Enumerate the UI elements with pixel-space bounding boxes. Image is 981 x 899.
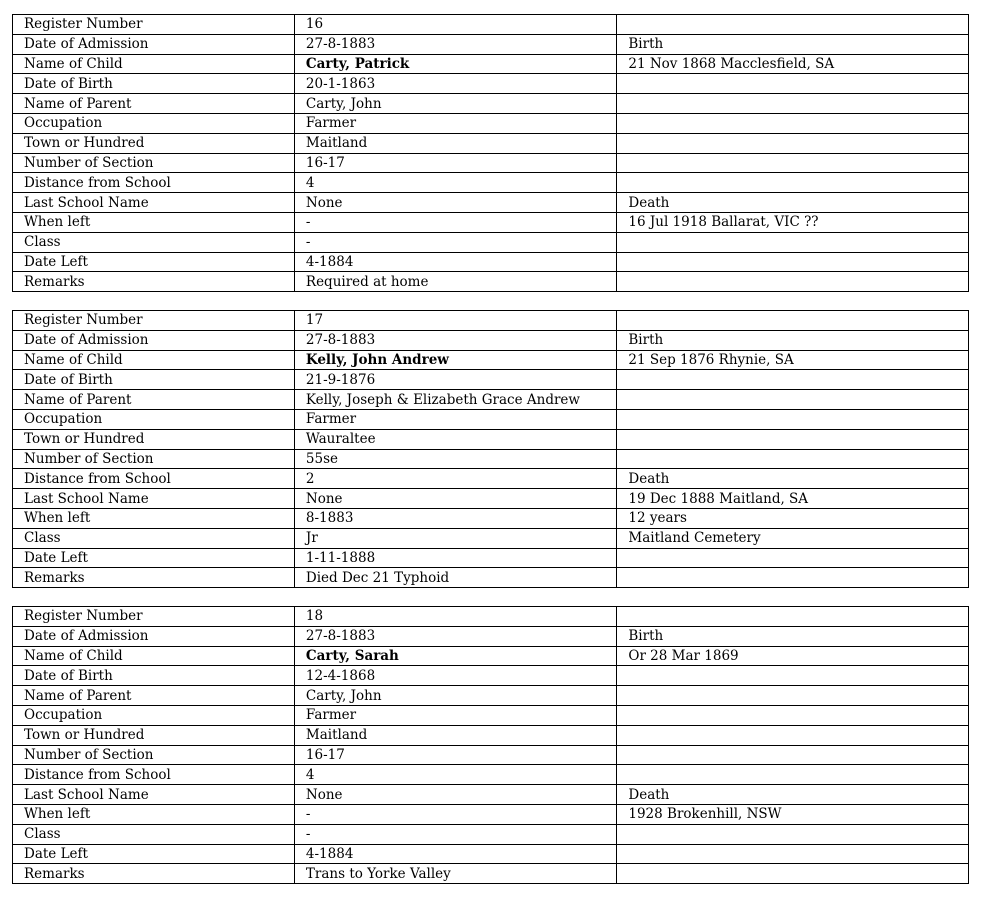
field-label: Name of Child (13, 646, 295, 666)
field-note (617, 390, 969, 410)
record-row (13, 94, 969, 114)
field-note (617, 725, 969, 745)
field-note (617, 666, 969, 686)
record-row (13, 15, 969, 35)
register-record-1 (12, 14, 969, 292)
field-label: Number of Section (13, 153, 295, 173)
register-record-3 (12, 606, 969, 884)
field-note (617, 232, 969, 252)
record-row (13, 864, 969, 884)
field-value: Maitland (294, 725, 616, 745)
field-note (617, 311, 969, 331)
field-note (617, 94, 969, 114)
field-note: 12 years (617, 508, 969, 528)
field-value: 8-1883 (294, 508, 616, 528)
field-value: - (294, 824, 616, 844)
field-value: 27-8-1883 (294, 330, 616, 350)
record-row (13, 232, 969, 252)
record-row (13, 252, 969, 272)
record-row (13, 646, 969, 666)
field-note (617, 568, 969, 588)
field-label: Remarks (13, 272, 295, 292)
field-note: 19 Dec 1888 Maitland, SA (617, 489, 969, 509)
field-note (617, 272, 969, 292)
field-value: 18 (294, 607, 616, 627)
field-value: 4 (294, 765, 616, 785)
field-note (617, 449, 969, 469)
field-label: Date of Admission (13, 34, 295, 54)
field-label: Last School Name (13, 193, 295, 213)
field-note (617, 705, 969, 725)
record-row (13, 765, 969, 785)
field-note: 21 Sep 1876 Rhynie, SA (617, 350, 969, 370)
record-row (13, 113, 969, 133)
field-label: Distance from School (13, 765, 295, 785)
field-label: Town or Hundred (13, 133, 295, 153)
record-row (13, 429, 969, 449)
field-note (617, 173, 969, 193)
field-note (617, 409, 969, 429)
field-value: 16-17 (294, 745, 616, 765)
field-note: 16 Jul 1918 Ballarat, VIC ?? (617, 212, 969, 232)
field-note (617, 153, 969, 173)
record-row (13, 469, 969, 489)
field-note: Death (617, 193, 969, 213)
register-record-2 (12, 310, 969, 588)
field-value: Farmer (294, 409, 616, 429)
record-row (13, 311, 969, 331)
field-label: Name of Parent (13, 390, 295, 410)
field-value: 16-17 (294, 153, 616, 173)
record-row (13, 350, 969, 370)
field-label: Occupation (13, 409, 295, 429)
field-label: Last School Name (13, 489, 295, 509)
field-label: Date of Admission (13, 330, 295, 350)
field-note (617, 429, 969, 449)
field-note (617, 745, 969, 765)
field-value: 16 (294, 15, 616, 35)
field-label: When left (13, 508, 295, 528)
field-value: Carty, John (294, 686, 616, 706)
field-note: Death (617, 785, 969, 805)
field-note (617, 824, 969, 844)
field-label: Name of Child (13, 350, 295, 370)
field-label: Name of Parent (13, 94, 295, 114)
record-row (13, 409, 969, 429)
field-value: Carty, John (294, 94, 616, 114)
field-label: Remarks (13, 864, 295, 884)
field-note (617, 74, 969, 94)
field-label: Date of Birth (13, 370, 295, 390)
field-label: Class (13, 824, 295, 844)
field-value: - (294, 212, 616, 232)
record-row (13, 489, 969, 509)
record-row (13, 607, 969, 627)
field-note: Death (617, 469, 969, 489)
record-row (13, 330, 969, 350)
record-row (13, 844, 969, 864)
record-row (13, 74, 969, 94)
field-label: Date Left (13, 252, 295, 272)
field-label: Remarks (13, 568, 295, 588)
field-label: Date of Birth (13, 666, 295, 686)
record-row (13, 548, 969, 568)
field-label: Number of Section (13, 449, 295, 469)
field-label: Occupation (13, 113, 295, 133)
field-value: 27-8-1883 (294, 626, 616, 646)
record-row (13, 153, 969, 173)
field-label: Number of Section (13, 745, 295, 765)
field-label: Distance from School (13, 469, 295, 489)
record-row (13, 528, 969, 548)
field-label: When left (13, 212, 295, 232)
field-value: - (294, 232, 616, 252)
field-label: Class (13, 232, 295, 252)
record-row (13, 508, 969, 528)
field-value: Carty, Patrick (294, 54, 616, 74)
field-note (617, 113, 969, 133)
field-note (617, 370, 969, 390)
field-value: Maitland (294, 133, 616, 153)
field-note: Birth (617, 34, 969, 54)
field-note (617, 133, 969, 153)
record-row (13, 745, 969, 765)
field-note: 1928 Brokenhill, NSW (617, 804, 969, 824)
record-row (13, 725, 969, 745)
record-row (13, 133, 969, 153)
field-value: Died Dec 21 Typhoid (294, 568, 616, 588)
field-note: Or 28 Mar 1869 (617, 646, 969, 666)
field-value: Kelly, Joseph & Elizabeth Grace Andrew (294, 390, 616, 410)
record-row (13, 824, 969, 844)
field-value: 2 (294, 469, 616, 489)
field-value: Required at home (294, 272, 616, 292)
field-label: When left (13, 804, 295, 824)
record-row (13, 390, 969, 410)
field-value: 21-9-1876 (294, 370, 616, 390)
field-value: 4-1884 (294, 252, 616, 272)
field-note (617, 844, 969, 864)
field-label: Date of Birth (13, 74, 295, 94)
field-label: Register Number (13, 607, 295, 627)
field-value: Trans to Yorke Valley (294, 864, 616, 884)
record-row (13, 804, 969, 824)
field-note (617, 686, 969, 706)
record-row (13, 686, 969, 706)
field-label: Date of Admission (13, 626, 295, 646)
field-value: None (294, 193, 616, 213)
field-value: 20-1-1863 (294, 74, 616, 94)
field-label: Town or Hundred (13, 429, 295, 449)
field-value: Wauraltee (294, 429, 616, 449)
field-label: Class (13, 528, 295, 548)
field-value: - (294, 804, 616, 824)
record-row (13, 449, 969, 469)
field-note: Maitland Cemetery (617, 528, 969, 548)
field-value: 27-8-1883 (294, 34, 616, 54)
field-value: Farmer (294, 113, 616, 133)
record-row (13, 666, 969, 686)
field-note (617, 765, 969, 785)
field-label: Date Left (13, 548, 295, 568)
record-row (13, 173, 969, 193)
field-value: Carty, Sarah (294, 646, 616, 666)
field-note (617, 548, 969, 568)
field-note: 21 Nov 1868 Macclesfield, SA (617, 54, 969, 74)
field-label: Name of Parent (13, 686, 295, 706)
field-note (617, 252, 969, 272)
field-value: 4-1884 (294, 844, 616, 864)
record-row (13, 626, 969, 646)
field-value: Jr (294, 528, 616, 548)
field-label: Date Left (13, 844, 295, 864)
field-note (617, 607, 969, 627)
record-row (13, 34, 969, 54)
record-row (13, 193, 969, 213)
field-value: None (294, 785, 616, 805)
field-label: Register Number (13, 311, 295, 331)
field-note: Birth (617, 626, 969, 646)
record-row (13, 568, 969, 588)
field-value: Farmer (294, 705, 616, 725)
field-value: 55se (294, 449, 616, 469)
field-label: Name of Child (13, 54, 295, 74)
field-label: Register Number (13, 15, 295, 35)
record-row (13, 54, 969, 74)
field-note: Birth (617, 330, 969, 350)
field-value: 17 (294, 311, 616, 331)
field-label: Distance from School (13, 173, 295, 193)
field-label: Town or Hundred (13, 725, 295, 745)
record-row (13, 785, 969, 805)
field-value: 12-4-1868 (294, 666, 616, 686)
record-row (13, 212, 969, 232)
record-row (13, 370, 969, 390)
field-note (617, 15, 969, 35)
field-note (617, 864, 969, 884)
field-label: Occupation (13, 705, 295, 725)
field-value: 4 (294, 173, 616, 193)
record-row (13, 705, 969, 725)
field-value: None (294, 489, 616, 509)
field-label: Last School Name (13, 785, 295, 805)
field-value: 1-11-1888 (294, 548, 616, 568)
record-row (13, 272, 969, 292)
field-value: Kelly, John Andrew (294, 350, 616, 370)
